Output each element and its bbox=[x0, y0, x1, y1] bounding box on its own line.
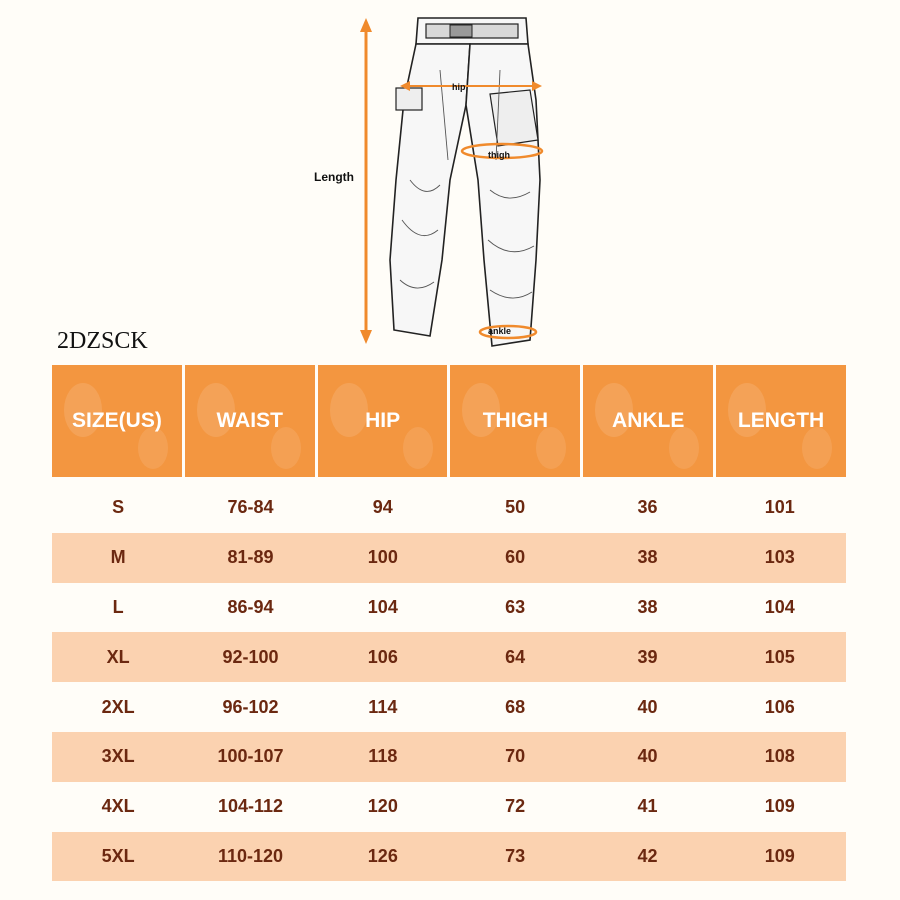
header-waist: WAIST bbox=[185, 365, 315, 477]
cell-waist: 100-107 bbox=[217, 746, 284, 767]
cell-hip: 94 bbox=[372, 497, 393, 518]
cell-ankle: 38 bbox=[637, 547, 658, 568]
size-chart-table bbox=[52, 365, 846, 881]
cell-length: 105 bbox=[764, 646, 795, 667]
cell-ankle: 36 bbox=[637, 497, 658, 518]
table-body bbox=[52, 483, 846, 881]
table-row bbox=[52, 632, 846, 682]
pants-outline bbox=[390, 18, 540, 346]
cell-hip: 100 bbox=[367, 547, 398, 568]
cell-thigh: 63 bbox=[505, 596, 526, 617]
cell-hip: 126 bbox=[367, 845, 398, 866]
cell-thigh: 60 bbox=[505, 547, 526, 568]
cell-ankle: 40 bbox=[637, 696, 658, 717]
hip-label: hip bbox=[452, 82, 466, 92]
cell-ankle: 38 bbox=[637, 596, 658, 617]
cell-waist: 92-100 bbox=[222, 646, 279, 667]
table-row bbox=[52, 483, 846, 533]
cell-waist: 81-89 bbox=[227, 547, 274, 568]
pants-illustration bbox=[330, 10, 570, 360]
cell-thigh: 50 bbox=[505, 497, 526, 518]
cell-length: 106 bbox=[764, 696, 795, 717]
ankle-label: ankle bbox=[488, 326, 512, 336]
cell-thigh: 70 bbox=[505, 746, 526, 767]
table-row bbox=[52, 732, 846, 782]
table-row bbox=[52, 583, 846, 633]
cell-hip: 114 bbox=[368, 696, 398, 717]
cell-waist: 96-102 bbox=[222, 696, 279, 717]
pants-diagram bbox=[314, 10, 570, 360]
cell-hip: 104 bbox=[367, 596, 398, 617]
cell-hip: 106 bbox=[367, 646, 398, 667]
table-header-row bbox=[52, 365, 846, 477]
table-row bbox=[52, 533, 846, 583]
header-thigh: THIGH bbox=[450, 365, 580, 477]
cell-size: S bbox=[112, 497, 125, 518]
cell-length: 101 bbox=[764, 497, 795, 518]
cell-length: 108 bbox=[764, 746, 795, 767]
cell-hip: 120 bbox=[367, 796, 398, 817]
table-row bbox=[52, 832, 846, 882]
cell-size: XL bbox=[106, 646, 130, 667]
table-row bbox=[52, 682, 846, 732]
cell-ankle: 41 bbox=[637, 796, 658, 817]
cell-length: 103 bbox=[764, 547, 795, 568]
cell-size: 4XL bbox=[101, 796, 135, 817]
cell-thigh: 72 bbox=[505, 796, 526, 817]
cell-size: 3XL bbox=[101, 746, 135, 767]
cell-size: 5XL bbox=[101, 845, 135, 866]
cell-thigh: 68 bbox=[505, 696, 526, 717]
header-ankle: ANKLE bbox=[583, 365, 713, 477]
table-row bbox=[52, 782, 846, 832]
cell-size: 2XL bbox=[101, 696, 135, 717]
thigh-label: thigh bbox=[488, 150, 510, 160]
header-size: SIZE(US) bbox=[52, 365, 182, 477]
cell-length: 109 bbox=[764, 796, 795, 817]
cell-thigh: 73 bbox=[505, 845, 526, 866]
cell-length: 104 bbox=[764, 596, 795, 617]
cell-waist: 110-120 bbox=[217, 845, 284, 866]
cell-length: 109 bbox=[764, 845, 795, 866]
header-hip: HIP bbox=[318, 365, 448, 477]
cell-thigh: 64 bbox=[505, 646, 526, 667]
cell-size: L bbox=[112, 596, 124, 617]
cell-waist: 76-84 bbox=[227, 497, 274, 518]
cell-hip: 118 bbox=[368, 746, 398, 767]
cell-waist: 104-112 bbox=[217, 796, 284, 817]
cell-ankle: 39 bbox=[637, 646, 658, 667]
cell-ankle: 42 bbox=[637, 845, 658, 866]
model-code: 2DZSCK bbox=[57, 328, 148, 354]
cell-size: M bbox=[110, 547, 126, 568]
cell-ankle: 40 bbox=[637, 746, 658, 767]
header-length: LENGTH bbox=[716, 365, 846, 477]
length-label: Length bbox=[314, 170, 354, 184]
cell-waist: 86-94 bbox=[227, 596, 274, 617]
